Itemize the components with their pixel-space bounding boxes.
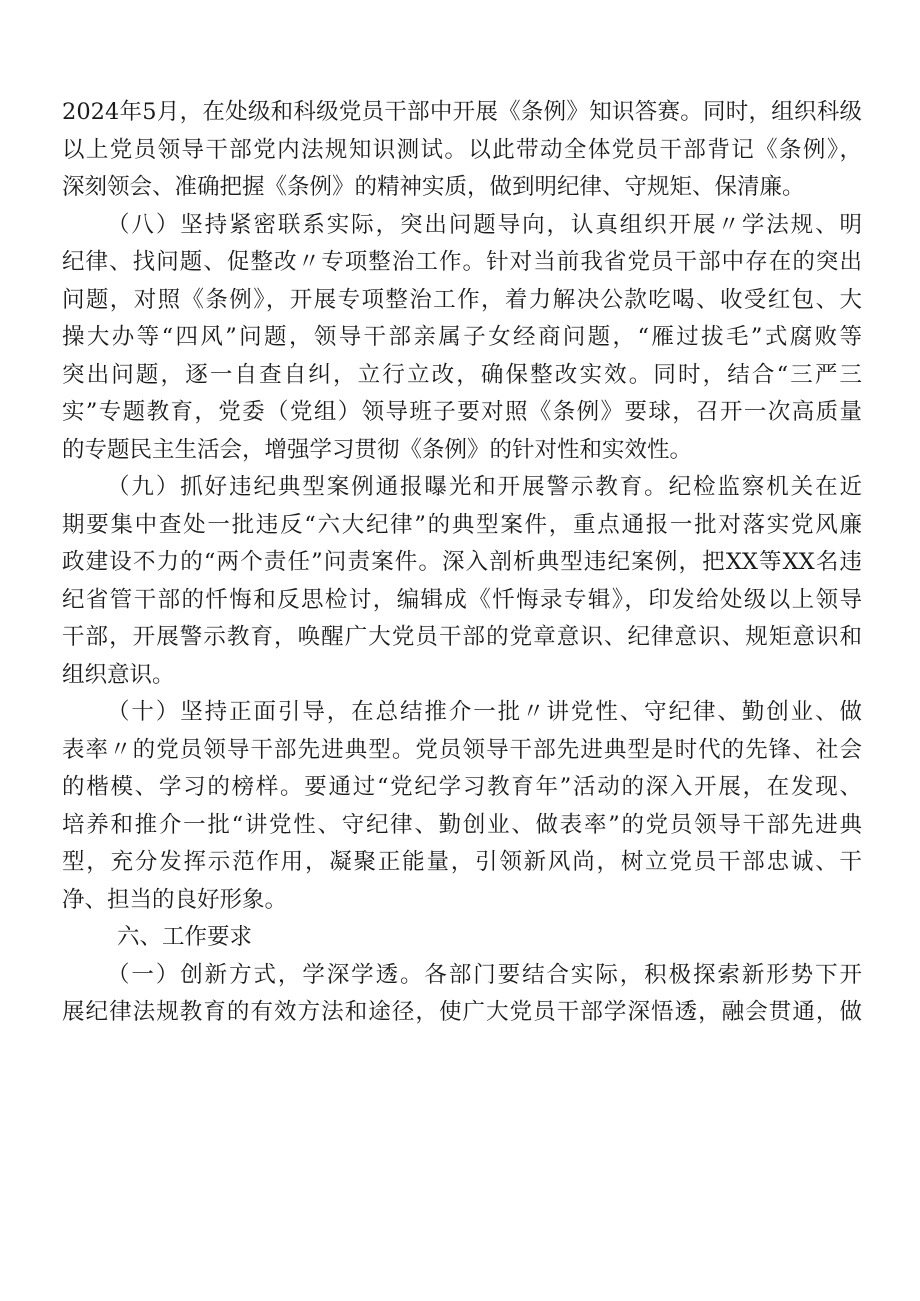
text-line: 深刻领会、准确把握《条例》的精神实质，做到明纪律、守规矩、保清廉。 (62, 174, 805, 200)
paragraph-start-line: （一）创新方式，学深学透。各部门要结合实际，积极探索新形势下开 (107, 961, 862, 988)
paragraph-start-line: （十）坚持正面引导，在总结推介一批〃讲党性、守纪律、勤创业、做 (107, 699, 862, 725)
text-line: 纪律、找问题、促整改〃专项整治工作。针对当前我省党员干部中存在的突出 (62, 249, 862, 275)
paragraph-start-line: （九）抓好违纪典型案例通报曝光和开展警示教育。纪检监察机关在近 (107, 474, 862, 500)
text-line: 型，充分发挥示范作用，凝聚正能量，引领新风尚，树立党员干部忠诚、干 (62, 849, 862, 875)
text-line: 培养和推介一批“讲党性、守纪律、勤创业、做表率”的党员领导干部先进典 (62, 811, 862, 838)
text-line: 期要集中查处一批违反“六大纪律”的典型案件，重点通报一批对落实党风廉 (62, 511, 862, 538)
text-line: 政建设不力的“两个责任”问责案件。深入剖析典型违纪案例，把XX等XX名违 (62, 549, 862, 575)
text-line: 的楷模、学习的榜样。要通过“党纪学习教育年”活动的深入开展，在发现、 (62, 774, 862, 800)
text-line: 问题，对照《条例》，开展专项整治工作，着力解决公款吃喝、收受红包、大 (62, 286, 862, 313)
text-line: 实”专题教育，党委（党组）领导班子要对照《条例》要球，召开一次高质量 (62, 399, 862, 425)
text-line: 以上党员领导干部党内法规知识测试。以此带动全体党员干部背记《条例》， (62, 136, 862, 163)
paragraph-start-line: （八）坚持紧密联系实际，突出问题导向，认真组织开展〃学法规、明 (107, 211, 862, 238)
text-line: 2024年5月，在处级和科级党员干部中开展《条例》知识答赛。同时，组织科级 (62, 99, 862, 125)
text-line: 操大办等“四风”问题，领导干部亲属子女经商问题，“雁过拔毛”式腐败等 (62, 324, 862, 350)
text-line: 表率〃的党员领导干部先进典型。党员领导干部先进典型是时代的先锋、社会 (62, 736, 862, 763)
text-line: 组织意识。 (62, 661, 175, 688)
text-line: 的专题民主生活会，增强学习贯彻《条例》的针对性和实效性。 (62, 436, 693, 463)
text-line: 突出问题，逐一自查自纠，立行立改，确保整改实效。同时，结合“三严三 (62, 361, 862, 388)
text-line: 净、担当的良好形象。 (62, 886, 288, 913)
text-line: 展纪律法规教育的有效方法和途径，使广大党员干部学深悟透，融会贯通，做 (62, 999, 862, 1025)
section-heading: 六、工作要求 (117, 924, 253, 950)
text-line: 干部，开展警示教育，唤醒广大党员干部的党章意识、纪律意识、规矩意识和 (62, 624, 862, 650)
document-body (62, 94, 862, 1032)
text-line: 纪省管干部的忏悔和反思检讨，编辑成《忏悔录专辑》，印发给处级以上领导 (62, 586, 862, 613)
